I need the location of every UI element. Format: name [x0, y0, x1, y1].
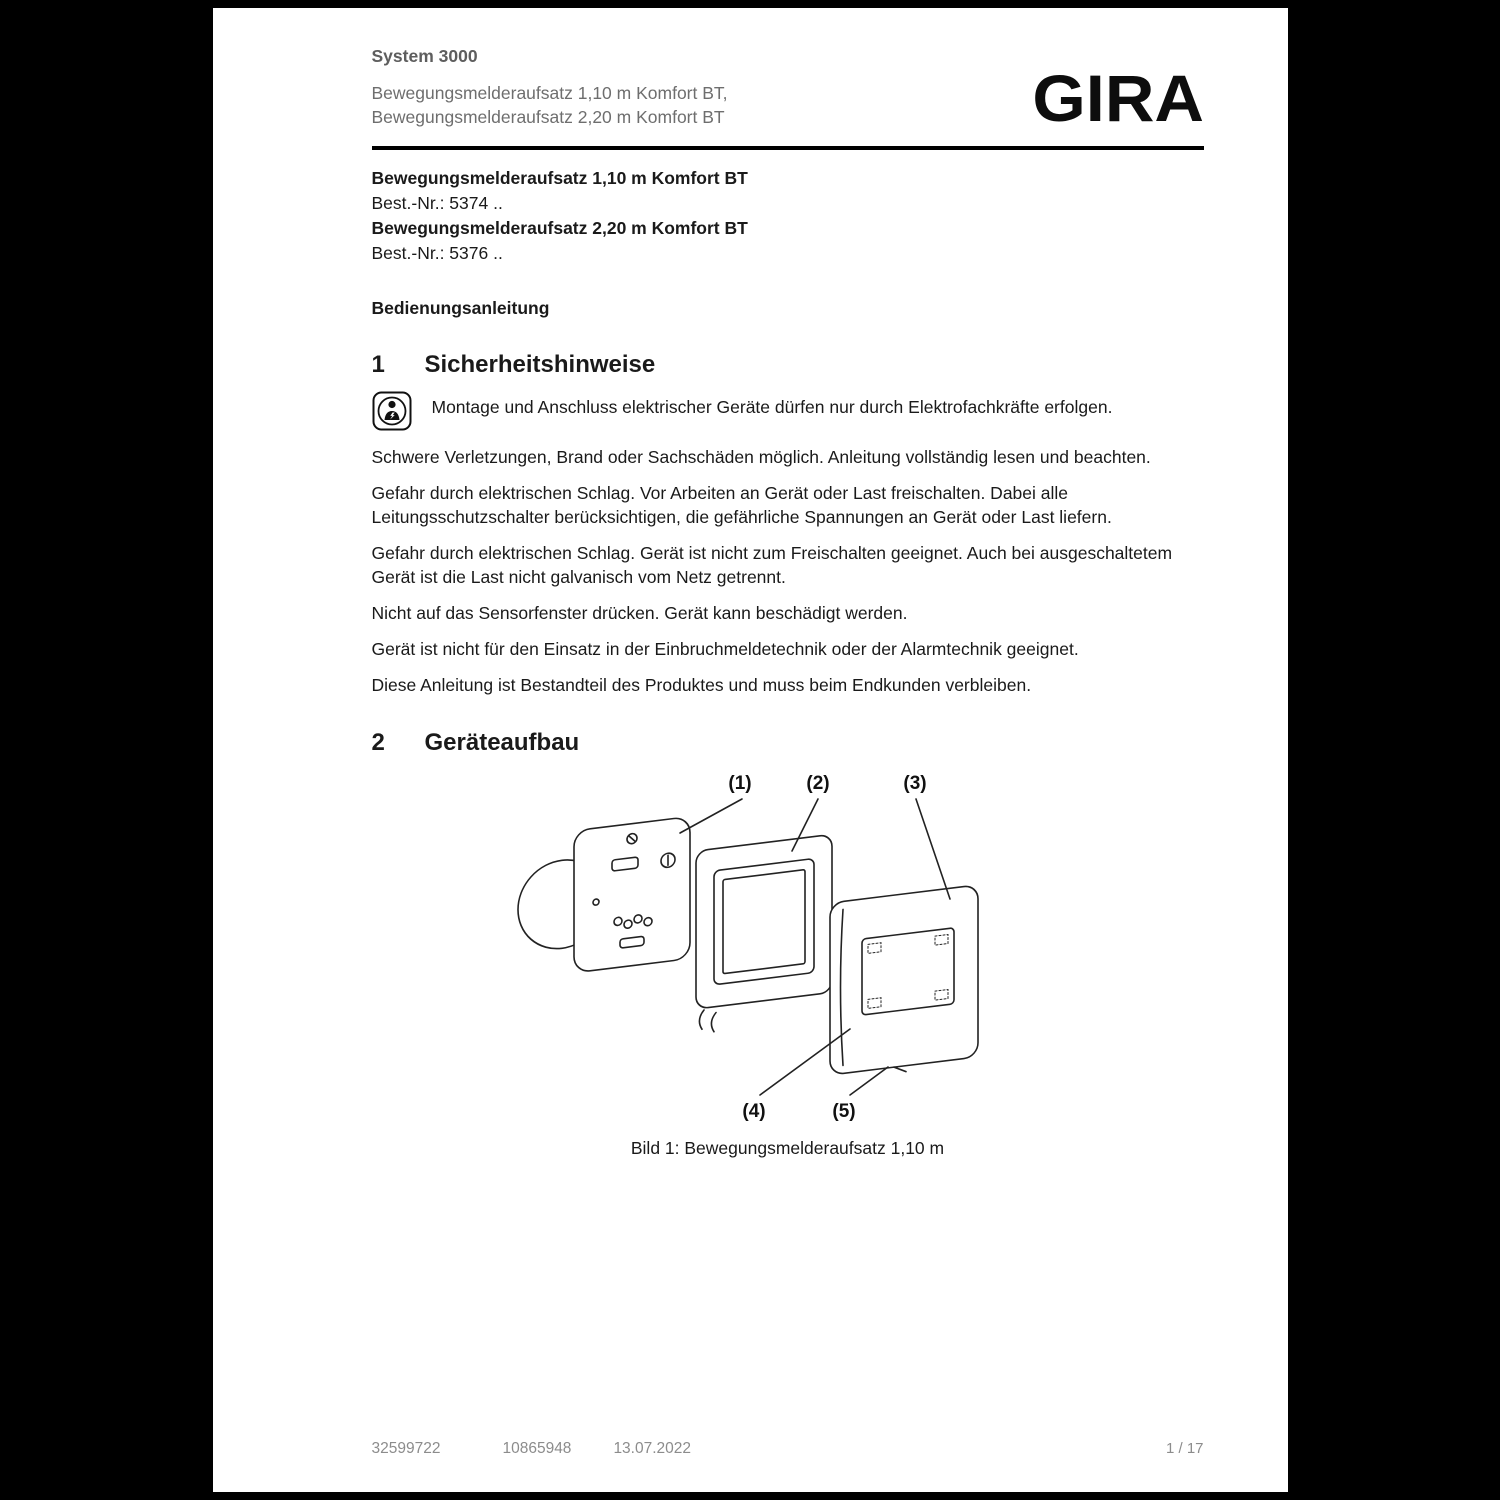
device-exploded-diagram: [508, 767, 1068, 1127]
doc-type-label: Bedienungsanleitung: [371, 298, 550, 318]
figure-label-4: (4): [741, 1101, 766, 1122]
product-order-number: Best.-Nr.: 5374 ..: [371, 193, 503, 213]
header-text-block: [372, 46, 972, 129]
figure-label-1: (1): [727, 773, 752, 794]
paragraph: Nicht auf das Sensorfenster drücken. Gerät kann beschädigt werden.: [371, 603, 908, 623]
leader-line-1: [680, 799, 742, 833]
section-heading-1: [372, 351, 1204, 379]
header-rule: [372, 146, 1204, 150]
footer-doc-number: 32599722: [371, 1440, 441, 1457]
header-subtitle: Bewegungsmelderaufsatz 1,10 m Komfort BT, Bewegungsmelderaufsatz 2,20 m Komfort BT: [371, 83, 728, 127]
safety-notice: [372, 391, 1204, 431]
frame-drawing: [696, 834, 832, 1034]
product-name: Bewegungsmelderaufsatz 2,20 m Komfort BT: [371, 218, 748, 238]
page-footer: [372, 1440, 1204, 1458]
paragraph: Diese Anleitung ist Bestandteil des Produktes und muss beim Endkunden verbleiben.: [371, 675, 1032, 695]
section-heading-2: [372, 729, 1204, 757]
section-number: 1: [371, 351, 385, 378]
insert-drawing: [518, 817, 690, 980]
section-number: 2: [371, 729, 385, 756]
figure-caption: Bild 1: Bewegungsmelderaufsatz 1,10 m: [630, 1138, 945, 1158]
paragraph: Gefahr durch elektrischen Schlag. Vor Arbeiten an Gerät oder Last freischalten. Dabei alle Leitungsschutzschalter berücksichtigen, die gefährliche Spannungen an Gerät oder Last liefern.: [371, 483, 1112, 527]
document-page: [213, 8, 1288, 1492]
footer-ref-number: 10865948: [502, 1440, 572, 1457]
product-name: Bewegungsmelderaufsatz 1,10 m Komfort BT: [371, 168, 748, 188]
figure-label-5: (5): [831, 1101, 856, 1122]
page-header: [372, 46, 1204, 140]
product-list: [372, 166, 1204, 266]
leader-line-3: [916, 799, 950, 899]
figure-1: [372, 767, 1204, 1159]
page-indicator: 1 / 17: [1165, 1440, 1204, 1457]
figure-label-2: (2): [805, 773, 830, 794]
product-line-title: System 3000: [371, 46, 478, 66]
paragraph: Gerät ist nicht für den Einsatz in der Einbruchmeldetechnik oder der Alarmtechnik geeignet.: [371, 639, 1079, 659]
figure-label-3: (3): [902, 773, 927, 794]
section-1-paragraphs: [372, 445, 1204, 697]
section-title: Geräteaufbau: [424, 729, 580, 756]
cover-drawing: [830, 885, 978, 1081]
paragraph: Schwere Verletzungen, Brand oder Sachschäden möglich. Anleitung vollständig lesen und beachten.: [371, 447, 1151, 467]
safety-notice-text: Montage und Anschluss elektrischer Geräte dürfen nur durch Elektrofachkräfte erfolgen.: [431, 397, 1113, 417]
footer-date: 13.07.2022: [613, 1440, 692, 1457]
gira-logo: GIRA: [1031, 61, 1204, 135]
product-order-number: Best.-Nr.: 5376 ..: [371, 243, 503, 263]
paragraph: Gefahr durch elektrischen Schlag. Gerät ist nicht zum Freischalten geeignet. Auch bei ausgeschaltetem Gerät ist die Last nicht galvanisch vom Netz getrennt.: [371, 543, 1173, 587]
section-title: Sicherheitshinweise: [424, 351, 656, 378]
electrician-warning-icon: [372, 391, 412, 431]
